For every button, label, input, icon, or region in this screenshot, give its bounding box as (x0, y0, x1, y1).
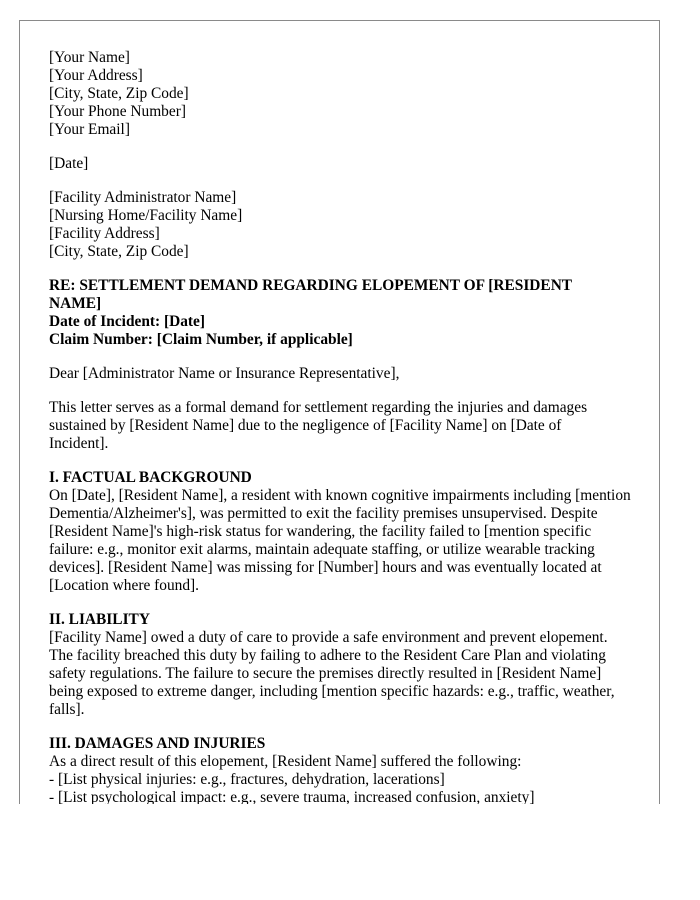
section-damages-heading: III. DAMAGES AND INJURIES (49, 735, 266, 752)
sender-address: [Your Address] (49, 67, 143, 84)
date-block (49, 155, 639, 173)
re-claim-number: Claim Number: [Claim Number, if applicable] (49, 331, 353, 348)
section-liability-heading: II. LIABILITY (49, 611, 150, 628)
re-block (49, 277, 639, 349)
sender-city-state-zip: [City, State, Zip Code] (49, 85, 189, 102)
recipient-administrator: [Facility Administrator Name] (49, 189, 237, 206)
section-factual-body: On [Date], [Resident Name], a resident with known cognitive impairments including [mention Dementia/Alzheimer's], was permitted to exit the facility premises unsupervised. Despite [Resident Name]'s high-risk status for wandering, the facility failed to [mention specific failure: e.g., monitor exit alarms, maintain adequate staffing, or utilize wearable tracking devices]. [Resident Name] was missing for [Number] hours and was eventually located at [Location where found]. (49, 487, 631, 594)
section-factual-heading: I. FACTUAL BACKGROUND (49, 469, 252, 486)
section-liability (49, 611, 639, 719)
letter-page (19, 20, 660, 804)
letter-content (49, 49, 639, 804)
re-subject: RE: SETTLEMENT DEMAND REGARDING ELOPEMENT OF [RESIDENT NAME] (49, 277, 572, 312)
recipient-address: [Facility Address] (49, 225, 160, 242)
section-liability-body: [Facility Name] owed a duty of care to provide a safe environment and prevent elopement. The facility breached this duty by failing to adhere to the Resident Care Plan and violating safety regulations. The failure to secure the premises directly resulted in [Resident Name] being exposed to extreme danger, including [mention specific hazards: e.g., traffic, weather, falls]. (49, 629, 615, 718)
damages-list-item: - [List physical injuries: e.g., fractures, dehydration, lacerations] (49, 771, 445, 788)
damages-list-item: - [List psychological impact: e.g., severe trauma, increased confusion, anxiety] (49, 789, 535, 804)
recipient-facility: [Nursing Home/Facility Name] (49, 207, 243, 224)
letter-date: [Date] (49, 155, 89, 172)
salutation: Dear [Administrator Name or Insurance Representative], (49, 365, 400, 382)
sender-name: [Your Name] (49, 49, 130, 66)
section-damages-intro: As a direct result of this elopement, [Resident Name] suffered the following: (49, 753, 522, 770)
re-incident-date: Date of Incident: [Date] (49, 313, 206, 330)
recipient-city-state-zip: [City, State, Zip Code] (49, 243, 189, 260)
sender-email: [Your Email] (49, 121, 130, 138)
intro-paragraph: This letter serves as a formal demand for settlement regarding the injuries and damages sustained by [Resident Name] due to the negligence of [Facility Name] on [Date of Incident]. (49, 399, 588, 452)
section-factual (49, 469, 639, 595)
section-damages (49, 735, 639, 804)
recipient-block (49, 189, 639, 261)
sender-phone: [Your Phone Number] (49, 103, 186, 120)
sender-block (49, 49, 639, 139)
